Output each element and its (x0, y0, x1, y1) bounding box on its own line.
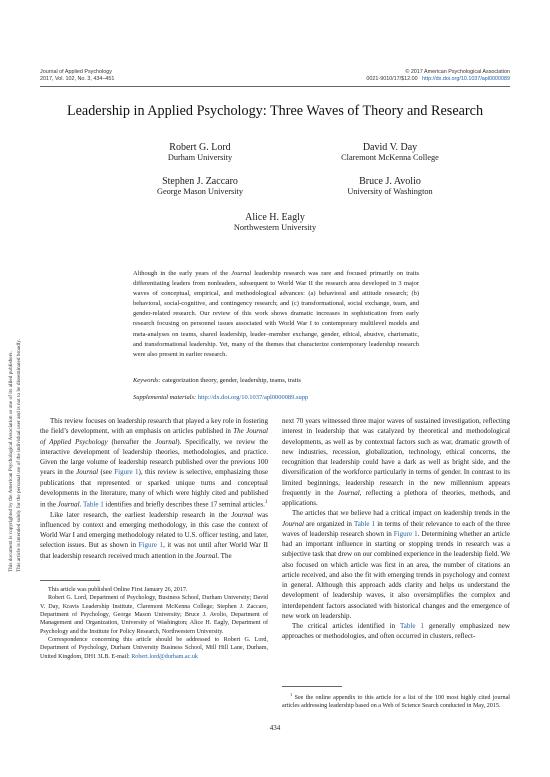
table-1-link[interactable]: Table 1 (353, 519, 376, 528)
journal-name: Journal of Applied Psychology (40, 69, 112, 75)
author-name: Stephen J. Zaccaro (162, 176, 238, 187)
article-title: Leadership in Applied Psychology: Three Waves of Theory and Research (66, 103, 484, 119)
keywords-label: Keywords: (133, 377, 161, 384)
copyright-line: © 2017 American Psychological Association (405, 69, 510, 75)
email-link[interactable]: Robert.lord@durham.ac.uk (131, 653, 198, 660)
body-paragraph: Like later research, the earliest leadership research in the Journal was influenced by context and emerging methodology, in this case the context of World War I and emerging methodology related to U.S. officer testing, and later, selection issues. But as shown in Figure 1, it was not until after World War II that leadership research received much attention in the Journal. The (40, 510, 269, 560)
body-paragraph: next 70 years witnessed three major waves of sustained investigation, reflecting interest in leadership that was catalyzed by theoretical and methodological developments, as well as by contextual factors such as war, dramatic growth of new industries, recession, globalization, technology, ethical concerns, the recognition that leadership could have a dark as well as bright side, and the diversification of the workforce particularly in terms of gender. In contrast to its limited beginnings, leadership research in the new millennium appears frequently in the Journal, reflecting a plethora of theories, methods, and applications. (282, 417, 511, 507)
figure-1-link[interactable]: Figure 1 (114, 468, 139, 477)
issn: 0021-9010/17/$12.00 (366, 76, 418, 82)
footnote: $^1$ See the online appendix to this article for a list of the 100 most highly cited journal articles addressing leadership based on a Web of Science Search conducted in May, 2015. (282, 692, 510, 710)
correspondence-note: Correspondence concerning this article should be addressed to Robert G. Lord, Department of Psychology, Durham University Business School, Mill Hill Lane, Durham, United Kingdom, DH1 3LB. E-mail: Robert.lord@durham.ac.uk (40, 637, 268, 660)
keywords: Keywords: categorization theory, gender, leadership, teams, traits (133, 377, 301, 384)
body-paragraph: The articles that we believe had a critical impact on leadership trends in the Journal are organized in Table 1 in terms of their relevance to each of the three waves of leadership research shown in Figure 1. Determining whether an article had an important influence in starting or stopping trends in research was a subjective task that drew on our combined experience in the leadership field. We also focused on which article was first in an area, the number of citations an article received, and also the fit with emerging trends in psychology and context in general. Although this approach adds clarity and helps us understand the development of leadership waves, it also oversimplifies the complex and interdependent factors associated with historical changes and the emergence of new work on leadership. (282, 509, 510, 620)
author-affiliation: University of Washington (347, 187, 433, 196)
author-affiliation: Claremont McKenna College (341, 153, 439, 162)
journal-header-right (366, 69, 510, 83)
footnote-rule (40, 580, 100, 581)
journal-volume: 2017, Vol. 102, No. 3, 434–451 (40, 76, 115, 82)
author-notes (40, 586, 268, 661)
author-affiliation: George Mason University (156, 187, 244, 196)
figure-1-link[interactable]: Figure 1 (393, 529, 418, 538)
body-paragraph: This review focuses on leadership research that played a key role in fostering the field’s development, with an emphasis on articles published in The Journal of Applied Psychology (hereafter the Journal). Specifically, we review the interactive development of leadership theories, methodologies, and practice. Given the large volume of leadership research published over the previous 100 years in the Journal (see Figure 1), this review is selective, emphasizing those publications that represented or sparked unique turns and conceptual developments in the literature, many of which were highly cited and published in the Journal. Table 1 identifies and briefly describes these 17 seminal articles.$^1$ (40, 417, 268, 509)
doi-link[interactable]: http://dx.doi.org/10.1037/apl0000089 (422, 76, 510, 82)
supplemental-materials (133, 393, 419, 402)
body-paragraph: The critical articles identified in Table 1 generally emphasized new approaches or methodologies, and often occurred in clusters, reflect- (282, 622, 510, 641)
body-column-right (282, 416, 510, 642)
footnote-marker: 1 (264, 500, 268, 505)
affiliation-note: Robert G. Lord, Department of Psychology, Business School, Durham University; David V. Day, Kravis Leadership Institute, Claremont McKenna College; Stephen J. Zaccaro, Department of Psychology, George Mason University; Bruce J. Avolio, Department of Management and Organization, University of Washington; Alice H. Eagly, Department of Psychology and the Institute for Policy Research, Northwestern University. (40, 595, 268, 635)
footnote-marker: 1 (290, 692, 293, 697)
figure-1-link[interactable]: Figure 1 (138, 541, 164, 550)
table-1-link[interactable]: Table 1 (82, 500, 104, 509)
header-rule (40, 86, 510, 87)
supplemental-label: Supplemental materials: (133, 394, 197, 401)
supplemental-link[interactable]: http://dx.doi.org/10.1037/apl0000089.supp (197, 394, 309, 401)
copyright-notice: This document is copyrighted by the American Psychological Association or one of its allied publishers. (8, 351, 14, 572)
author-name: Robert G. Lord (169, 142, 231, 153)
author-name: Alice H. Eagly (245, 212, 305, 223)
author-name: David V. Day (362, 142, 418, 153)
footnote-rule (282, 686, 342, 687)
journal-header-left (40, 69, 114, 83)
page-number: 434 (269, 724, 281, 732)
author-name: Bruce J. Avolio (359, 176, 421, 187)
publication-note: This article was published Online First January 26, 2017. (48, 587, 188, 593)
author-affiliation: Durham University (167, 153, 233, 162)
author-affiliation: Northwestern University (233, 223, 317, 232)
table-1-link[interactable]: Table 1 (399, 622, 424, 630)
body-column-left (40, 416, 268, 561)
issn-doi-line (366, 76, 510, 83)
abstract: Although in the early years of the Journal leadership research was rare and focused primarily on traits differentiating leaders from nonleaders, subsequent to World War II the research area developed in 3 major waves of conceptual, empirical, and methodological advances: (a) behavioral and attitude research; (b) behavioral, social-cognitive, and contingency research; and (c) transformational, social exchange, team, and gender-related research. Our review of this work shows dramatic increases in sophistication from early research focusing on personnel issues associated with World War I to contemporary multilevel models and meta-analyses on teams, shared leadership, leader–member exchange, gender, ethical, abusive, charismatic, and transformational leadership. Yet, many of the themes that characterize contemporary leadership research were also present in earlier research. (133, 270, 419, 358)
usage-notice: This article is intended solely for the personal use of the individual user and is not to be disseminated broadly. (16, 339, 22, 572)
